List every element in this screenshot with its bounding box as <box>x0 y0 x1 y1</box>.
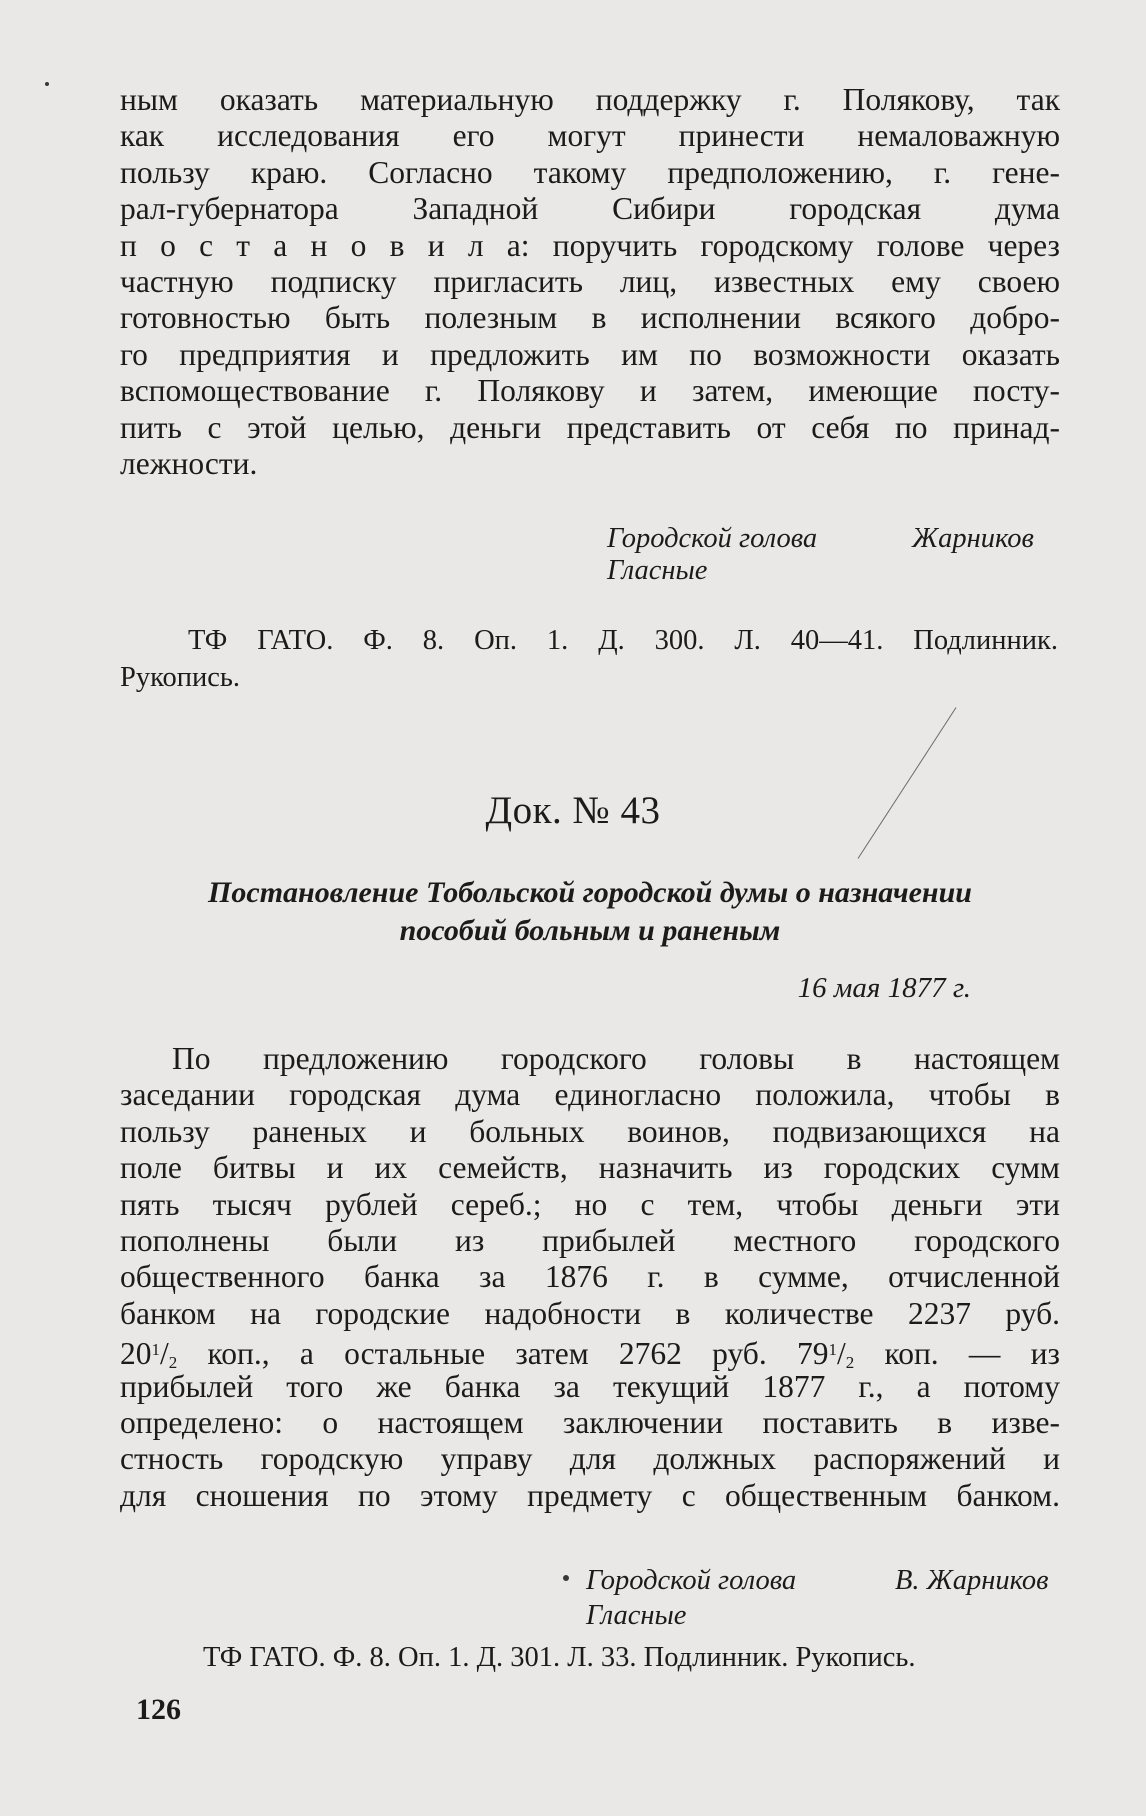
text-line: поле битвы и их семейств, назначить из городских сумм <box>120 1150 1060 1186</box>
text-line: пользу краю. Согласно такому предположению, г. гене- <box>120 154 1060 190</box>
text-line: пополнены были из прибылей местного городского <box>120 1222 1060 1258</box>
subtitle-line: Постановление Тобольской городской думы о назначении <box>208 876 972 909</box>
signature-members: Гласные <box>607 555 708 586</box>
signature-role: Городской голова <box>607 523 818 554</box>
text-line: общественного банка за 1876 г. в сумме, отчисленной <box>120 1259 1060 1295</box>
text-line: пить с этой целью, деньги представить от себя по принад- <box>120 409 1060 445</box>
text-line: частную подписку пригласить лиц, известных ему своею <box>120 263 1060 299</box>
text-line: как исследования его могут принести немаловажную <box>120 118 1060 154</box>
text-line-fractions: $20^1/_2$ коп., а остальные затем 2762 руб. $79^1/_2$ коп. — из <box>120 1336 1060 1373</box>
document-date: 16 мая 1877 г. <box>797 972 971 1004</box>
paragraph-main <box>120 1041 1060 1514</box>
page-number: 126 <box>136 1693 181 1726</box>
signature-name: Жарников <box>912 523 1034 554</box>
scan-speck <box>563 1575 569 1581</box>
signature-role: Городской голова <box>586 1565 797 1596</box>
text-line: определено: о настоящем заключении поставить в изве- <box>120 1404 1060 1440</box>
signature-name: В. Жарников <box>895 1565 1049 1596</box>
text-line: заседании городская дума единогласно положила, чтобы в <box>120 1077 1060 1113</box>
text-line: вспомоществование г. Полякову и затем, имеющие посту- <box>120 373 1060 409</box>
text-line: рал-губернатора Западной Сибири городская дума <box>120 191 1060 227</box>
signature-members: Гласные <box>586 1600 687 1631</box>
text-line: ным оказать материальную поддержку г. Полякову, так <box>120 82 1060 117</box>
document-subtitle <box>140 874 1040 950</box>
scan-speck <box>45 82 49 86</box>
text-line: прибылей того же банка за текущий 1877 г., а потому <box>120 1368 1060 1404</box>
text-line: готовностью быть полезным в исполнении всякого добро- <box>120 300 1060 336</box>
text-line: пользу раненых и больных воинов, подвизающихся на <box>120 1113 1060 1149</box>
text-line: го предприятия и предложить им по возможности оказать <box>120 336 1060 372</box>
document-title: Док. № 43 <box>485 789 661 832</box>
subtitle-line: пособий больным и раненым <box>399 914 781 947</box>
text-line: лежности. <box>120 445 258 481</box>
text-line: пять тысяч рублей сереб.; но с тем, чтобы деньги эти <box>120 1186 1060 1222</box>
text-line: п о с т а н о в и л а: поручить городскому голове через <box>120 227 1060 263</box>
text-line: стность городскую управу для должных распоряжений и <box>120 1441 1060 1477</box>
text-line: для сношения по этому предмету с общественным банком. <box>120 1477 1060 1513</box>
archive-source: ТФ ГАТО. Ф. 8. Оп. 1. Д. 300. Л. 40—41. Подлинник. <box>188 625 1058 656</box>
pen-stroke <box>858 707 957 859</box>
paragraph-continuation <box>120 82 1060 482</box>
archive-source-cont: Рукопись. <box>120 662 241 693</box>
text-line: банком на городские надобности в количестве 2237 руб. <box>120 1295 1060 1331</box>
text-line: По предложению городского головы в настоящем <box>172 1041 1060 1076</box>
archive-source: ТФ ГАТО. Ф. 8. Оп. 1. Д. 301. Л. 33. Подлинник. Рукопись. <box>203 1642 916 1673</box>
